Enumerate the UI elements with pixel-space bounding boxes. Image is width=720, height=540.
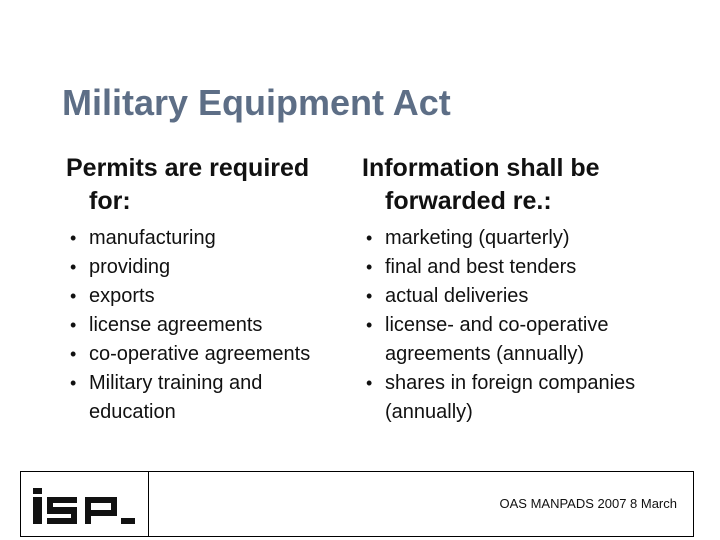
permits-heading: Permits are required for: <box>66 154 310 215</box>
bullet-icon: • <box>366 315 373 335</box>
list-item: • final and best tenders <box>362 253 702 282</box>
list-item: • Military training and education <box>66 369 346 427</box>
bullet-icon: • <box>70 257 77 277</box>
list-item: • exports <box>66 282 346 311</box>
bullet-icon: • <box>70 286 77 306</box>
bullet-icon: • <box>366 257 373 277</box>
list-item: • manufacturing <box>66 224 346 253</box>
information-heading: Information shall be forwarded re.: <box>362 154 600 215</box>
bullet-icon: • <box>70 228 77 248</box>
bullet-icon: • <box>366 286 373 306</box>
information-column <box>362 152 702 427</box>
permits-column <box>66 152 346 427</box>
list-item: • actual deliveries <box>362 282 702 311</box>
footer-bar <box>20 471 694 537</box>
list-item: • license- and co-operative agreements (annually) <box>362 311 702 369</box>
slide-title: Military Equipment Act <box>62 82 451 123</box>
list-item: • providing <box>66 253 346 282</box>
permits-list <box>66 224 346 427</box>
list-item: • marketing (quarterly) <box>362 224 702 253</box>
bullet-icon: • <box>366 228 373 248</box>
footer-text: OAS MANPADS 2007 8 March <box>499 496 677 511</box>
bullet-icon: • <box>70 373 77 393</box>
isp-logo <box>33 488 137 529</box>
list-item: • co-operative agreements <box>66 340 346 369</box>
list-item: • shares in foreign companies (annually) <box>362 369 702 427</box>
bullet-icon: • <box>70 315 77 335</box>
bullet-icon: • <box>70 344 77 364</box>
list-item: • license agreements <box>66 311 346 340</box>
footer-divider <box>148 472 149 536</box>
information-list <box>362 224 702 427</box>
bullet-icon: • <box>366 373 373 393</box>
isp-logo-icon <box>33 488 137 524</box>
